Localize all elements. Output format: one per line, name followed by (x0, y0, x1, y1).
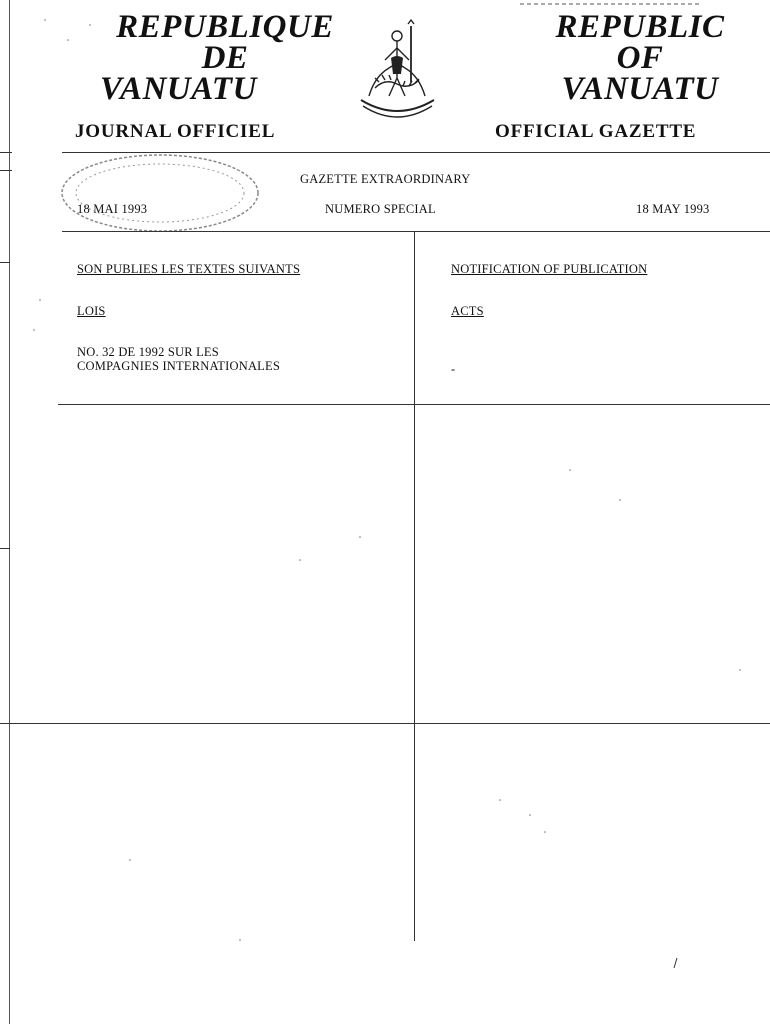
title-en-line: VANUATU (561, 71, 719, 107)
date-en: 18 MAY 1993 (636, 202, 710, 216)
right-item: - (451, 362, 456, 376)
title-en-line: OF (616, 40, 664, 76)
title-fr-line: VANUATU (100, 71, 257, 107)
right-heading: NOTIFICATION OF PUBLICATION (451, 262, 648, 276)
right-category: ACTS (451, 304, 484, 318)
title-fr-line: REPUBLIQUE (116, 9, 334, 45)
gazette-type: GAZETTE EXTRAORDINARY (300, 172, 471, 186)
date-fr: 18 MAI 1993 (77, 202, 148, 216)
left-item-line: NO. 32 DE 1992 SUR LES (77, 345, 219, 359)
left-heading: SON PUBLIES LES TEXTES SUIVANTS (77, 262, 301, 276)
title-en-line: REPUBLIC (555, 9, 725, 45)
subtitle-en: OFFICIAL GAZETTE (495, 121, 697, 142)
title-fr-line: DE (201, 40, 249, 76)
subtitle-fr: JOURNAL OFFICIEL (75, 121, 276, 142)
left-category: LOIS (77, 304, 106, 318)
special-number: NUMERO SPECIAL (325, 202, 436, 216)
left-item-line: COMPAGNIES INTERNATIONALES (77, 359, 281, 373)
